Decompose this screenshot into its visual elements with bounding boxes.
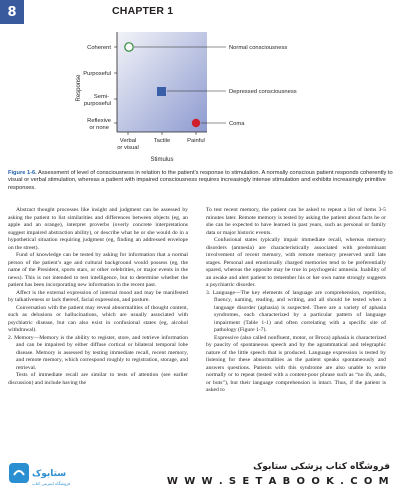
x-level-visual: or visual: [117, 145, 139, 151]
paragraph-memory: 2. Memory—Memory is the ability to register, store, and retrieve information and can be impaired by either diffuse cortical or bilateral temporal lobe disease. Memory is assessed by testing immediate recall, recent memory, and remote memory, which correspond roughly to registration, storage, and retrieval.: [8, 334, 188, 371]
x-level-verbal: Verbal: [119, 138, 137, 144]
consciousness-figure: [0, 24, 400, 174]
paragraph-conversation: Conversation with the patient may reveal abnormalities of thought content, such as delusions or hallucinations, which are usually associated with psychiatric disease, but can also exist in confusional states (eg, alcohol withdrawal).: [8, 304, 188, 333]
depressed-annotation: Depressed consciousness: [229, 89, 297, 95]
footer-persian-line: فروشگاه کتاب پزشکی ستابوک: [253, 462, 390, 472]
y-level-reflexive: Reflexive: [87, 118, 111, 124]
paragraph-fund-knowledge: Fund of knowledge can be tested by asking for information that a normal person of the patient’s age and cultural background would possess (eg, the name of the President, sports stars, or other celebrities, or major events in the news). This is not intended to test intelligence, but to determine whether the patient has been incorporating new information in the recent past.: [8, 252, 188, 288]
y-level-purposeful-2: purposeful: [83, 101, 111, 107]
x-level-tactile: Tactile: [153, 138, 171, 144]
paragraph-abstract: Abstract thought processes like insight and judgment can be assessed by asking the patient to list similarities and differences between objects (eg, an apple and an orange), interpret proverbs (overly concrete interpretations suggest impaired abstraction ability), or describe what he or she would do in a hypothetical situation requiring judgment (eg, finding an addressed envelope on the street).: [8, 207, 188, 251]
x-axis-title: Stimulus: [150, 157, 174, 163]
y-axis-title: Response: [76, 74, 82, 102]
depressed-marker: [157, 87, 166, 96]
logo-subtext: فروشگاه اینترنتی کتاب: [32, 481, 71, 486]
footer-url[interactable]: W W W . S E T A B O O K . C O M: [166, 476, 390, 487]
paragraph-confusional: Confusional states typically impair immediate recall, whereas memory disorders (amnesia) are characteristically associated with predominant involvement of recent memory, with remote memory preserved until late stages. Personal and emotionally charged memories tend to be preferentially spared, whereas the opposite may be true in psychogenic amnesia. Inability of an awake and alert patient to remember his or her own name strongly suggests a psychiatric disorder.: [206, 237, 386, 288]
logo-text: ستابوک: [32, 469, 67, 479]
paragraph-immediate-recall: Tests of immediate recall are similar to tests of attention (see earlier discussion) and include having the: [8, 372, 188, 386]
right-column: [206, 207, 386, 395]
paragraph-affect: Affect is the external expression of internal mood and may be manifested by talkativeness or lack thereof, facial expression, and posture.: [8, 289, 188, 303]
y-level-none: or none: [89, 125, 109, 131]
normal-marker: [125, 43, 133, 51]
chapter-title: CHAPTER 1: [112, 5, 174, 17]
x-level-painful: Painful: [187, 138, 205, 144]
y-level-coherent: Coherent: [87, 45, 111, 51]
page-number: 8: [0, 0, 24, 24]
caption-text: Assessment of level of consciousness in relation to the patient’s response to stimulation. A normally conscious patient responds coherently to visual or verbal stimulation, whereas a patient with impaired consciousness requires increasingly intense stimulation and exhibits increasingly primitive responses.: [8, 170, 393, 191]
normal-annotation: Normal consciousness: [229, 45, 288, 51]
paragraph-expressive: Expressive (also called nonfluent, motor, or Broca) aphasia is characterized by paucity of spontaneous speech and by the agrammatical and telegraphic nature of the little speech that is produced. Language expression is tested by listening for these abnormalities as the patient speaks spontaneously and answers questions. Patients with this syndrome are also unable to write normally or to repeat (tested with a content-poor phrase such as “no ifs, ands, or buts”), but their language comprehension is intact. Thus, if the patient is asked to: [206, 334, 386, 393]
paragraph-language: 3. Language—The key elements of language are comprehension, repetition, fluency, naming, reading, and writing, and all should be tested when a language disorder (aphasia) is suspected. There are a variety of aphasia syndromes, each characterized by a particular pattern of language impairment (Table 1-1) and often correlating with a specific site of pathology (Figure 1-7).: [206, 289, 386, 333]
y-level-semi: Semi-: [93, 94, 109, 100]
coma-annotation: Coma: [229, 121, 245, 127]
y-level-purposeful: Purposeful: [83, 71, 111, 77]
setabook-logo[interactable]: [8, 460, 71, 490]
paragraph-recent-memory: To test recent memory, the patient can be asked to repeat a list of items 3-5 minutes later. Remote memory is tested by asking the patient about facts he or she can be expected to have learned in past years, such as personal or family data or major historic events.: [206, 207, 386, 236]
figure-caption: [8, 170, 394, 192]
coma-marker: [192, 119, 200, 127]
figure-label: Figure 1-6.: [8, 170, 37, 176]
left-column: [8, 207, 188, 387]
